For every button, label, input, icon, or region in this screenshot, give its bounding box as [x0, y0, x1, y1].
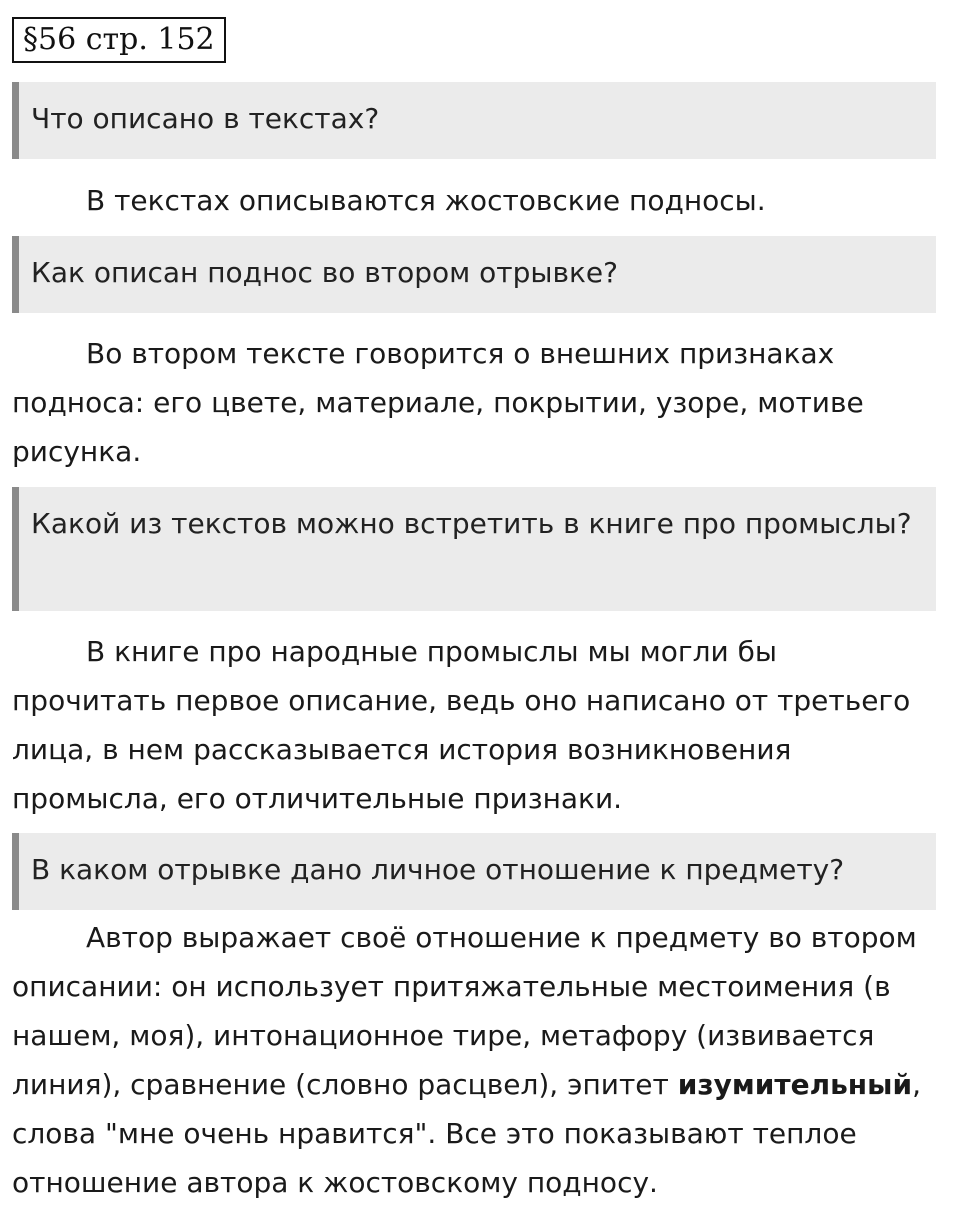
answer-4-bold-epithet: изумительный	[677, 1068, 913, 1101]
question-1: Что описано в текстах?	[12, 82, 936, 159]
answer-4	[12, 913, 936, 1207]
section-reference: §56 стр. 152	[12, 17, 226, 63]
question-3: Какой из текстов можно встретить в книге про промыслы?	[12, 487, 936, 611]
answer-3: В книге про народные промыслы мы могли бы прочитать первое описание, ведь оно написано от третьего лица, в нем рассказывается история возникновения промысла, его отличительные признаки.	[12, 635, 911, 815]
question-4: В каком отрывке дано личное отношение к предмету?	[12, 833, 936, 910]
answer-4-text-start: Автор выражает своё отношение к предмету во втором описании: он использует притяжательные местоимения (в нашем, моя), интонационное тире, метафору (извивается линия), сравнение (словно расцвел), эпитет	[12, 921, 917, 1101]
answer-4-text-end: , слова "мне очень нравится". Все это показывают теплое отношение автора к жостовскому подносу.	[12, 1068, 921, 1199]
answer-2: Во втором тексте говорится о внешних признаках подноса: его цвете, материале, покрытии, узоре, мотиве рисунка.	[12, 337, 864, 468]
question-2: Как описан поднос во втором отрывке?	[12, 236, 936, 313]
answer-1: В текстах описываются жостовские подносы.	[86, 184, 766, 217]
